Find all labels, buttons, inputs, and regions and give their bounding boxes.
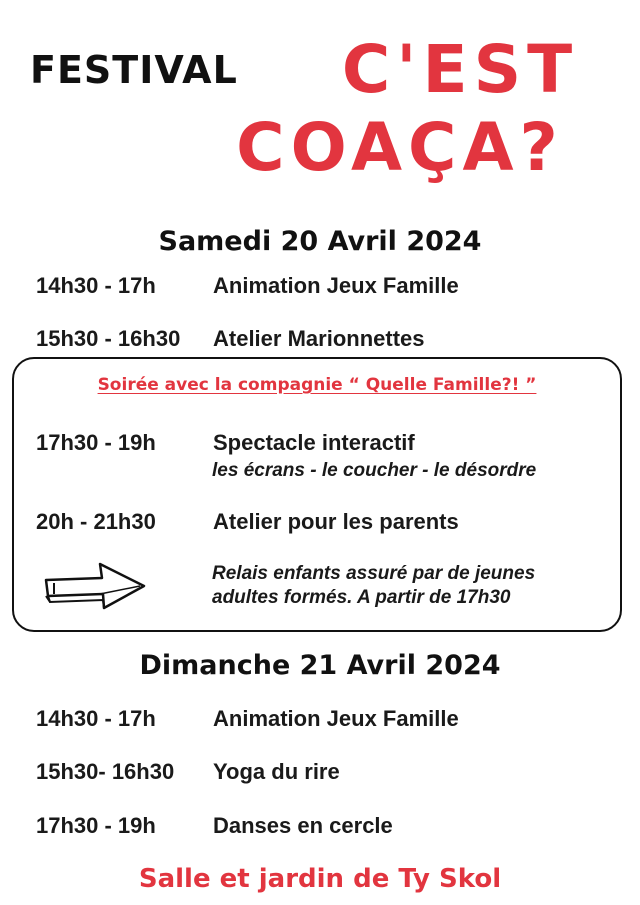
event-activity: Atelier Marionnettes bbox=[213, 326, 425, 351]
evening-title: Soirée avec la compagnie “ Quelle Famille?! ” bbox=[97, 375, 537, 395]
schedule-row bbox=[36, 706, 626, 736]
event-time: 14h30 - 17h bbox=[36, 273, 156, 298]
event-activity: Yoga du rire bbox=[213, 759, 340, 784]
event-activity: Animation Jeux Famille bbox=[213, 706, 459, 731]
event-time: 20h - 21h30 bbox=[36, 509, 156, 534]
event-time: 15h30- 16h30 bbox=[36, 759, 175, 784]
event-time: 17h30 - 19h bbox=[36, 430, 156, 455]
schedule-row bbox=[36, 813, 626, 843]
schedule-row bbox=[36, 273, 626, 303]
schedule-row bbox=[36, 509, 626, 539]
festival-label: FESTIVAL bbox=[30, 48, 238, 92]
location-footer: Salle et jardin de Ty Skol bbox=[138, 864, 502, 894]
relais-note-line1: Relais enfants assuré par de jeunes bbox=[212, 563, 536, 584]
event-activity: Spectacle interactif bbox=[213, 430, 415, 455]
sunday-heading: Dimanche 21 Avril 2024 bbox=[139, 650, 501, 681]
event-activity: Animation Jeux Famille bbox=[213, 273, 459, 298]
right-arrow-icon bbox=[40, 556, 150, 614]
schedule-row bbox=[36, 326, 626, 356]
event-time: 14h30 - 17h bbox=[36, 706, 156, 731]
festival-title-line2: COAÇA? bbox=[236, 109, 564, 186]
relais-note-line2: adultes formés. A partir de 17h30 bbox=[212, 587, 511, 608]
festival-title-line1: C'EST bbox=[341, 31, 579, 108]
event-detail: les écrans - le coucher - le désordre bbox=[212, 460, 537, 481]
schedule-row bbox=[36, 430, 626, 460]
schedule-row bbox=[36, 759, 626, 789]
event-time: 15h30 - 16h30 bbox=[36, 326, 181, 351]
event-activity: Danses en cercle bbox=[213, 813, 393, 838]
event-activity: Atelier pour les parents bbox=[213, 509, 459, 534]
saturday-heading: Samedi 20 Avril 2024 bbox=[158, 226, 482, 257]
event-time: 17h30 - 19h bbox=[36, 813, 156, 838]
